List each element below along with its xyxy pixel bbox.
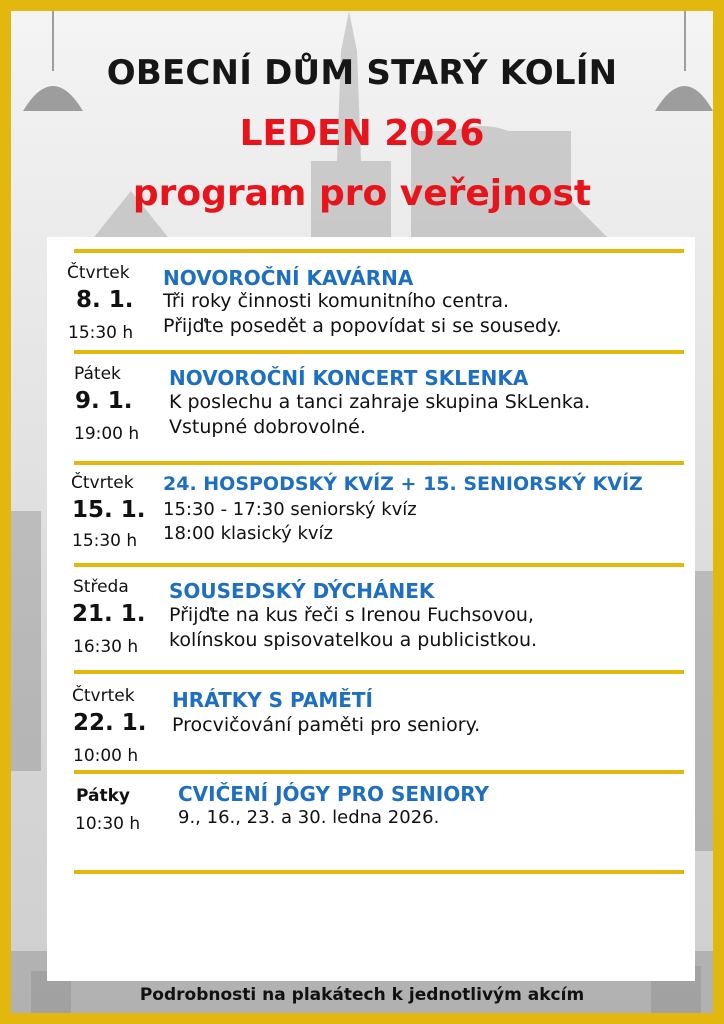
event-time: 10:30 h xyxy=(75,814,141,834)
event-title: HRÁTKY S PAMĚTÍ xyxy=(172,688,373,712)
event-time: 10:00 h xyxy=(73,746,139,766)
event-title: CVIČENÍ JÓGY PRO SENIORY xyxy=(178,782,490,806)
divider xyxy=(74,563,684,567)
event-time: 16:30 h xyxy=(73,637,139,657)
divider xyxy=(74,461,684,465)
event-description-line: Procvičování paměti pro seniory. xyxy=(172,714,481,736)
event-day: Čtvrtek xyxy=(71,473,134,493)
event-day: Pátky xyxy=(76,786,130,806)
event-title: SOUSEDSKÝ DÝCHÁNEK xyxy=(169,579,435,603)
event-day: Pátek xyxy=(74,364,121,384)
event-time: 15:30 h xyxy=(72,531,138,551)
event-description-line: kolínskou spisovatelkou a publicistkou. xyxy=(169,629,538,651)
event-description-line: Přijďte posedět a popovídat si se sousedy. xyxy=(163,315,562,337)
event-title: NOVOROČNÍ KONCERT SKLENKA xyxy=(169,366,529,390)
venue-title: OBECNÍ DŮM STARÝ KOLÍN xyxy=(106,53,618,93)
poster xyxy=(11,11,713,1013)
divider xyxy=(74,350,684,354)
event-day: Čtvrtek xyxy=(72,686,135,706)
month-title: LEDEN 2026 xyxy=(239,113,485,154)
event-title: 24. HOSPODSKÝ KVÍZ + 15. SENIORSKÝ KVÍZ xyxy=(163,473,643,495)
event-description-line: Tři roky činnosti komunitního centra. xyxy=(163,290,510,312)
divider xyxy=(74,870,684,874)
footer-note: Podrobnosti na plakátech k jednotlivým akcím xyxy=(139,985,585,1005)
event-day: Středa xyxy=(73,577,129,597)
event-description-line: Vstupné dobrovolné. xyxy=(169,416,366,438)
event-date: 15. 1. xyxy=(72,497,146,523)
program-subtitle: program pro veřejnost xyxy=(132,173,592,214)
event-description-line: 18:00 klasický kvíz xyxy=(163,523,334,544)
event-description-line: 9., 16., 23. a 30. ledna 2026. xyxy=(178,807,440,828)
event-time: 15:30 h xyxy=(68,323,134,343)
event-title: NOVOROČNÍ KAVÁRNA xyxy=(163,266,414,290)
divider xyxy=(74,770,684,774)
event-date: 22. 1. xyxy=(73,710,147,736)
event-date: 9. 1. xyxy=(75,388,133,414)
event-description-line: Přijďte na kus řeči s Irenou Fuchsovou, xyxy=(169,604,534,626)
event-date: 8. 1. xyxy=(76,287,134,313)
divider xyxy=(74,670,684,674)
event-date: 21. 1. xyxy=(72,601,146,627)
event-description-line: K poslechu a tanci zahraje skupina SkLenka. xyxy=(169,391,591,413)
divider xyxy=(74,249,684,253)
event-day: Čtvrtek xyxy=(67,263,130,283)
event-description-line: 15:30 - 17:30 seniorský kvíz xyxy=(163,499,417,520)
program-card xyxy=(47,237,695,981)
event-time: 19:00 h xyxy=(74,424,140,444)
